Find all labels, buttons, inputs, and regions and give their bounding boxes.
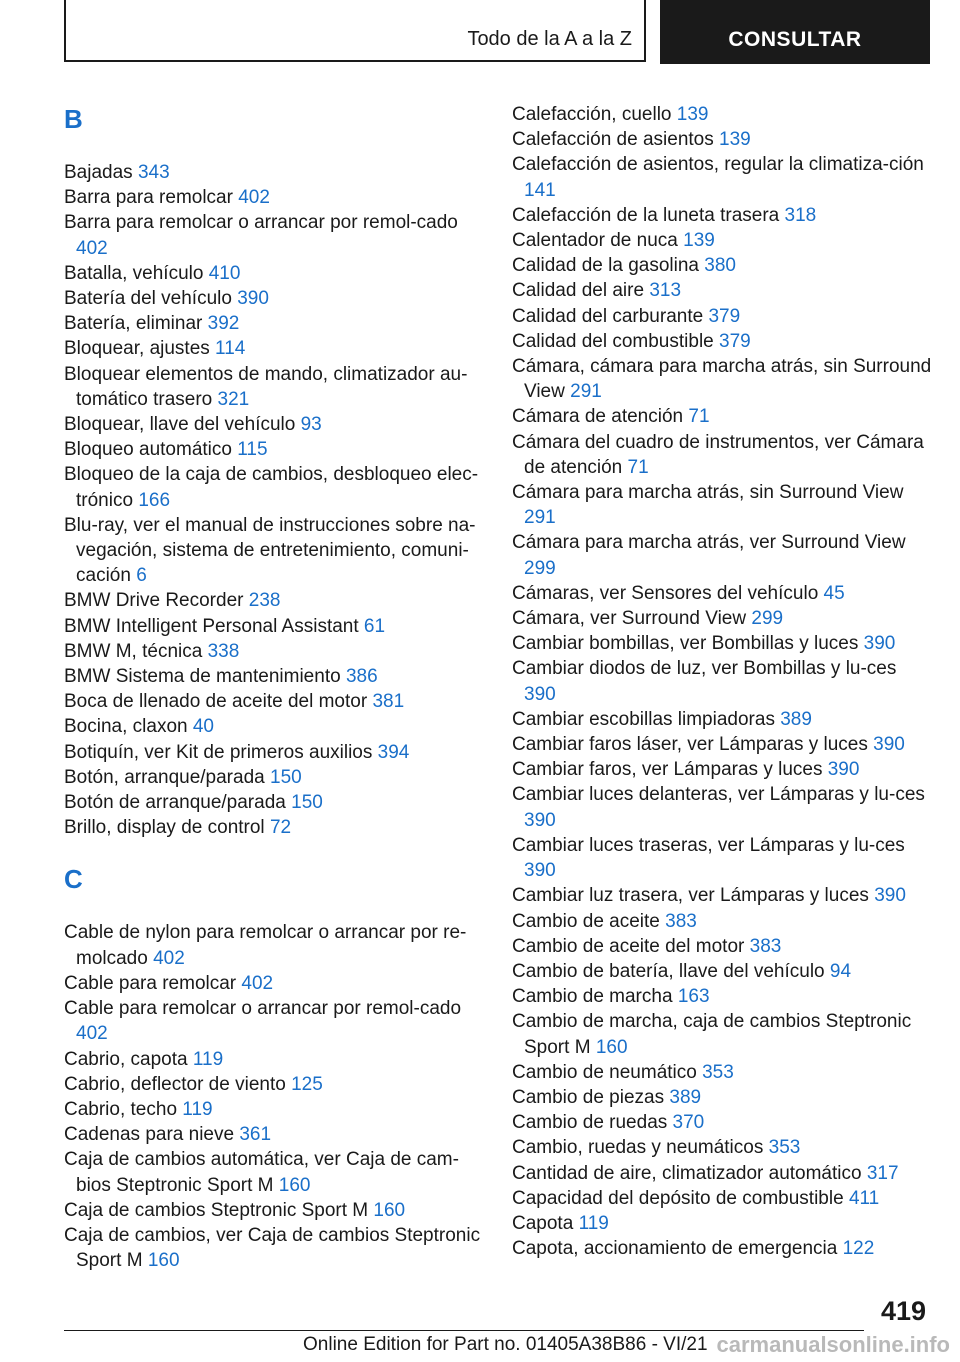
index-entry: [64, 462, 484, 512]
index-entry-text: Botón de arranque/parada: [64, 792, 286, 814]
index-entry-text: Cambiar luces delanteras, ver Lámparas y lu‐ces: [512, 784, 925, 806]
index-entry: [512, 480, 932, 530]
index-entry-text: Calidad del aire: [512, 280, 645, 302]
index-entry-page-link[interactable]: 93: [300, 414, 322, 436]
index-entry-page-link[interactable]: 45: [823, 582, 845, 604]
index-entry-page-link[interactable]: 390: [873, 734, 905, 756]
index-entry-page-link[interactable]: 361: [239, 1124, 272, 1146]
index-entry: [512, 732, 932, 757]
index-entry-page-link[interactable]: 389: [669, 1086, 702, 1108]
index-entry-page-link[interactable]: 40: [192, 716, 214, 738]
section-tab: [64, 0, 646, 62]
index-entry-page-link[interactable]: 402: [153, 947, 185, 969]
index-entry-text: Cantidad de aire, climatizador automático: [512, 1162, 862, 1184]
index-entry-page-link[interactable]: 353: [768, 1137, 801, 1159]
index-entry: [512, 1211, 932, 1236]
index-entry-text: Cabrio, capota: [64, 1048, 188, 1070]
index-entry-text: Cambio de neumático: [512, 1061, 697, 1083]
index-entry-page-link[interactable]: 160: [595, 1036, 628, 1058]
index-entry-page-link[interactable]: 150: [291, 792, 323, 814]
index-entry-page-link[interactable]: 317: [866, 1162, 899, 1184]
index-entry-text: Cambio de aceite: [512, 910, 660, 932]
index-entry-text: Cámara, ver Surround View: [512, 608, 747, 630]
index-entry: [512, 883, 932, 908]
index-entry: [64, 1122, 484, 1147]
index-entry: [64, 311, 484, 336]
index-entry: [64, 815, 484, 840]
index-entry-text: Calidad del carburante: [512, 305, 704, 327]
footer-divider: [64, 1330, 864, 1331]
index-entry-page-link[interactable]: 299: [524, 557, 556, 579]
index-entry-text: Bloqueo automático: [64, 439, 232, 461]
index-entry-text: Cambiar escobillas limpiadoras: [512, 708, 775, 730]
index-entry-page-link[interactable]: 72: [269, 817, 292, 839]
index-entry-page-link[interactable]: 318: [784, 204, 817, 226]
index-entry-text: Cambiar faros, ver Lámparas y luces: [512, 759, 823, 781]
index-entry-page-link[interactable]: 383: [665, 910, 697, 932]
index-entry-page-link[interactable]: 392: [207, 313, 240, 335]
index-entry-page-link[interactable]: 410: [208, 262, 241, 284]
index-entry: [64, 714, 484, 739]
index-entry: [64, 160, 484, 185]
index-entry-page-link[interactable]: 122: [842, 1238, 875, 1260]
index-entry-page-link[interactable]: 390: [863, 633, 896, 655]
index-entry-text: Cable para remolcar: [64, 972, 237, 994]
index-entry-page-link[interactable]: 338: [207, 640, 240, 662]
index-entry-text: Calefacción, cuello: [512, 104, 672, 125]
index-entry-page-link[interactable]: 402: [76, 1023, 108, 1045]
index-entry: [512, 934, 932, 959]
index-entry: [64, 412, 484, 437]
index-entry-text: Calentador de nuca: [512, 230, 678, 252]
index-entry-text: Caja de cambios automática, ver Caja de cam‐bios Steptronic Sport M: [64, 1149, 459, 1196]
index-entry-page-link[interactable]: 402: [238, 187, 270, 209]
index-entry: [64, 588, 484, 613]
index-entry: [64, 996, 484, 1046]
index-entry: [512, 1135, 932, 1160]
watermark-logo: carmanualsonline.info: [716, 1332, 950, 1357]
index-entry: [512, 278, 932, 303]
index-entry-page-link[interactable]: 380: [704, 255, 736, 277]
index-entry-page-link[interactable]: 238: [248, 590, 281, 612]
index-entry-text: Calidad de la gasolina: [512, 255, 699, 277]
index-entry-page-link[interactable]: 353: [702, 1061, 734, 1083]
index-entry: [64, 437, 484, 462]
index-entry: [512, 430, 932, 480]
index-entry-page-link[interactable]: 389: [780, 708, 812, 730]
index-entry-text: Blu-ray, ver el manual de instrucciones sobre na‐vegación, sistema de entretenimiento, comuni‐cación: [64, 514, 476, 587]
index-entry-text: Cambiar faros láser, ver Lámparas y luces: [512, 734, 868, 756]
index-entry: [512, 656, 932, 706]
index-entry-text: Cambiar luz trasera, ver Lámparas y luces: [512, 885, 869, 907]
index-entry-text: Barra para remolcar o arrancar por remol‐cado: [64, 212, 458, 234]
index-entry: [64, 971, 484, 996]
index-entry: [512, 1060, 932, 1085]
index-entry-page-link[interactable]: 139: [676, 104, 709, 125]
index-entry: [64, 1147, 484, 1197]
index-entry: [512, 354, 932, 404]
index-entry: [512, 1110, 932, 1135]
index-entry-page-link[interactable]: 114: [215, 338, 246, 360]
index-entry-text: Cable de nylon para remolcar o arrancar por re‐molcado: [64, 922, 467, 969]
index-entry-text: Cambiar bombillas, ver Bombillas y luces: [512, 633, 859, 655]
index-entry: [512, 404, 932, 429]
index-entry-page-link[interactable]: 291: [570, 381, 602, 403]
index-entry-text: BMW Sistema de mantenimiento: [64, 666, 341, 688]
index-column-right: [512, 100, 932, 1261]
index-entry-text: Cámara para marcha atrás, sin Surround View: [512, 482, 904, 504]
index-entry: [512, 757, 932, 782]
index-entry-page-link[interactable]: 390: [524, 809, 556, 831]
index-entry-text: Bloqueo de la caja de cambios, desbloqueo elec‐trónico: [64, 464, 479, 511]
index-entry: [512, 631, 932, 656]
index-entry-text: Calefacción de asientos, regular la climatiza‐ción: [512, 154, 924, 176]
index-entry-page-link[interactable]: 411: [848, 1187, 880, 1209]
index-entry-page-link[interactable]: 160: [147, 1250, 180, 1272]
index-entry-text: Botiquín, ver Kit de primeros auxilios: [64, 741, 373, 763]
index-entry-text: Boca de llenado de aceite del motor: [64, 691, 368, 713]
index-entry: [512, 833, 932, 883]
index-entry-text: Cambio de piezas: [512, 1086, 665, 1108]
index-entry-page-link[interactable]: 390: [237, 288, 269, 310]
index-entry-page-link[interactable]: 394: [377, 741, 410, 763]
edition-note: Online Edition for Part no. 01405A38B86 - VI/21: [303, 1334, 708, 1355]
index-entry: [64, 614, 484, 639]
index-entry-text: Cadenas para nieve: [64, 1124, 235, 1146]
index-entry: [64, 740, 484, 765]
index-entry-page-link[interactable]: 291: [524, 507, 556, 529]
index-entry: [512, 304, 932, 329]
index-entry-page-link[interactable]: 125: [291, 1073, 323, 1095]
index-entry-text: Calefacción de la luneta trasera: [512, 204, 780, 226]
index-entry-text: Batalla, vehículo: [64, 262, 204, 284]
index-entry: [64, 185, 484, 210]
index-entry: [64, 1223, 484, 1273]
index-entry: [512, 228, 932, 253]
index-entry-text: Batería, eliminar: [64, 313, 203, 335]
index-entry-text: Capota: [512, 1212, 574, 1234]
index-entry-text: Capota, accionamiento de emergencia: [512, 1238, 838, 1260]
index-entry-page-link[interactable]: 390: [874, 885, 906, 907]
index-entry: [64, 362, 484, 412]
index-entry-page-link[interactable]: 313: [649, 280, 682, 302]
index-entry-text: Cambio de aceite del motor: [512, 935, 745, 957]
index-entry-text: Cámaras, ver Sensores del vehículo: [512, 582, 819, 604]
index-entry: [64, 1047, 484, 1072]
index-entry-page-link[interactable]: 71: [688, 406, 710, 428]
index-entry-page-link[interactable]: 6: [136, 565, 147, 587]
index-entry: [64, 689, 484, 714]
index-entry: [512, 530, 932, 580]
index-entry-text: Cambio de marcha: [512, 986, 673, 1008]
index-entry: [64, 210, 484, 260]
index-entry: [64, 1198, 484, 1223]
index-entry-page-link[interactable]: 321: [217, 388, 250, 410]
index-entry-page-link[interactable]: 139: [719, 129, 751, 151]
index-entry-page-link[interactable]: 402: [76, 237, 108, 259]
consultar-tab[interactable]: [660, 0, 930, 64]
index-entry: [64, 286, 484, 311]
index-entry-text: Cámara del cuadro de instrumentos, ver Cámara de atención: [512, 431, 924, 478]
index-entry-text: Cambio de marcha, caja de cambios Steptronic Sport M: [512, 1011, 912, 1058]
index-entry: [64, 765, 484, 790]
index-entry-text: Brillo, display de control: [64, 817, 265, 839]
index-entry-text: Cambio de batería, llave del vehículo: [512, 960, 825, 982]
index-entry-text: Cámara de atención: [512, 406, 684, 428]
page-header: [64, 0, 930, 64]
index-letter-heading: C: [64, 864, 83, 895]
index-entry-page-link[interactable]: 71: [627, 456, 649, 478]
index-entry-text: Bocina, claxon: [64, 716, 188, 738]
index-entry-page-link[interactable]: 150: [270, 766, 302, 788]
index-entry: [512, 1186, 932, 1211]
index-entry-page-link[interactable]: 139: [683, 230, 715, 252]
index-entry-text: Cambio de ruedas: [512, 1112, 668, 1134]
index-entry: [512, 984, 932, 1009]
index-entry: [64, 513, 484, 589]
index-entry-text: Calefacción de asientos: [512, 129, 714, 151]
index-entry: [64, 261, 484, 286]
index-entry-page-link[interactable]: 381: [372, 691, 405, 713]
index-entry: [512, 707, 932, 732]
index-entry-page-link[interactable]: 386: [345, 666, 378, 688]
index-entry: [512, 782, 932, 832]
index-entry: [512, 606, 932, 631]
index-entry-page-link[interactable]: 115: [237, 439, 268, 461]
index-entry-text: BMW Drive Recorder: [64, 590, 244, 612]
index-entry-text: Cable para remolcar o arrancar por remol‐cado: [64, 998, 462, 1020]
index-entry-page-link[interactable]: 402: [241, 972, 274, 994]
index-entry: [512, 909, 932, 934]
consultar-tab-label: CONSULTAR: [728, 28, 862, 51]
index-entry-page-link[interactable]: 166: [138, 489, 171, 511]
index-entry-text: BMW M, técnica: [64, 640, 203, 662]
index-entry-text: Cabrio, deflector de viento: [64, 1073, 286, 1095]
index-entry: [64, 336, 484, 361]
index-entry-text: Cambiar diodos de luz, ver Bombillas y lu‐ces: [512, 658, 897, 680]
index-entry-text: Barra para remolcar: [64, 187, 233, 209]
index-entry: [512, 203, 932, 228]
index-entry: [512, 959, 932, 984]
index-entry-page-link[interactable]: 343: [137, 162, 170, 183]
index-entry: [512, 102, 932, 127]
index-entry-page-link[interactable]: 299: [751, 608, 784, 630]
index-entry-page-link[interactable]: 119: [192, 1048, 224, 1070]
index-entry-page-link[interactable]: 379: [708, 305, 741, 327]
index-entry: [512, 253, 932, 278]
index-entry-text: Batería del vehículo: [64, 288, 232, 310]
index-entry: [64, 1097, 484, 1122]
index-entry-text: Cámara para marcha atrás, ver Surround View: [512, 532, 906, 554]
index-entry-text: Botón, arranque/parada: [64, 766, 265, 788]
index-entry: [64, 920, 484, 970]
index-entry-text: Bajadas: [64, 162, 133, 183]
index-entry-text: Bloquear elementos de mando, climatizador au‐tomático trasero: [64, 363, 468, 410]
index-entry-page-link[interactable]: 379: [719, 330, 751, 352]
index-letter-heading: B: [64, 104, 83, 134]
index-entry: [512, 1085, 932, 1110]
index-entry-text: Cambiar luces traseras, ver Lámparas y lu‐ces: [512, 834, 905, 856]
index-entry-page-link[interactable]: 370: [672, 1112, 705, 1134]
index-entry: [512, 1161, 932, 1186]
index-entry: [512, 127, 932, 152]
index-entry-page-link[interactable]: 383: [749, 935, 782, 957]
index-entry-text: Bloquear, llave del vehículo: [64, 414, 296, 436]
index-entry-text: Cambio, ruedas y neumáticos: [512, 1137, 764, 1159]
index-entry: [512, 581, 932, 606]
index-entry: [512, 329, 932, 354]
index-entry-page-link[interactable]: 141: [524, 179, 556, 201]
index-entry: [64, 664, 484, 689]
index-entry-page-link[interactable]: 390: [524, 860, 556, 882]
index-entry-page-link[interactable]: 160: [373, 1199, 406, 1221]
index-entry: [512, 152, 932, 202]
page-number: 419: [880, 1296, 926, 1326]
index-entry: [64, 1072, 484, 1097]
index-entry-text: Cámara, cámara para marcha atrás, sin Surround View: [512, 356, 932, 403]
index-entry-page-link[interactable]: 61: [363, 615, 386, 637]
index-entry-text: Bloquear, ajustes: [64, 338, 210, 360]
index-entry-text: Caja de cambios, ver Caja de cambios Steptronic Sport M: [64, 1224, 481, 1272]
index-entry: [512, 1236, 932, 1261]
index-entry-text: BMW Intelligent Personal Assistant: [64, 615, 359, 637]
index-entry: [64, 639, 484, 664]
index-entry-text: Cabrio, techo: [64, 1098, 178, 1120]
index-entry-page-link[interactable]: 160: [278, 1174, 311, 1196]
index-column-left: [64, 100, 484, 1273]
index-entry-page-link[interactable]: 119: [578, 1212, 609, 1234]
index-entry: [64, 790, 484, 815]
index-entry-page-link[interactable]: 390: [827, 759, 860, 781]
index-entry-text: Calidad del combustible: [512, 330, 714, 352]
section-title: Todo de la A a la Z: [467, 28, 632, 50]
index-entry-text: Caja de cambios Steptronic Sport M: [64, 1199, 369, 1221]
index-entry-page-link[interactable]: 119: [182, 1098, 213, 1120]
index-entry: [512, 1009, 932, 1059]
index-entry-page-link[interactable]: 163: [677, 986, 710, 1008]
index-entry-page-link[interactable]: 94: [829, 960, 852, 982]
index-entry-page-link[interactable]: 390: [524, 683, 556, 705]
index-entry-text: Capacidad del depósito de combustible: [512, 1187, 844, 1209]
